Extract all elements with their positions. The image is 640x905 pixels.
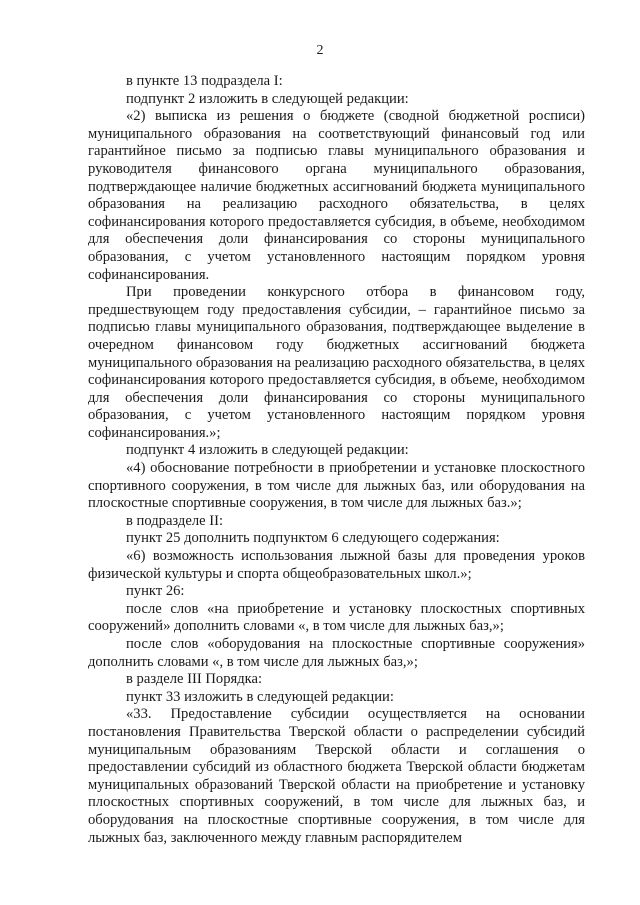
paragraph: При проведении конкурсного отбора в финансовом году, предшествующем году предоставления субсидии, – гарантийное письмо за подписью главы муниципального образования, подтверждающее выделение в очередном финансовом году бюджетных ассигнований бюджета муниципального образования на реализацию расходного обязательства, в целях софинансирования которого предоставляется субсидия, в объеме, необходимом для обеспечения доли финансирования со стороны муниципального образования, с учетом установленного настоящим порядком уровня софинансирования.»; (88, 284, 585, 441)
page-number: 2 (316, 43, 324, 58)
document-body (88, 73, 585, 847)
paragraph: в пункте 13 подраздела I: (126, 73, 283, 89)
paragraph: в разделе III Порядка: (126, 671, 263, 688)
paragraph: «4) обоснование потребности в приобретении и установке плоскостного спортивного сооружения, в том числе для лыжных баз, или оборудования на плоскостные спортивные сооружения, в том числе для лыжных баз.»; (88, 460, 585, 512)
paragraph: подпункт 4 изложить в следующей редакции: (126, 442, 409, 459)
paragraph: «6) возможность использования лыжной базы для проведения уроков физической культуры и спорта общеобразовательных школ.»; (88, 548, 585, 582)
paragraph: пункт 25 дополнить подпунктом 6 следующего содержания: (126, 530, 500, 547)
paragraph: пункт 33 изложить в следующей редакции: (126, 688, 394, 705)
paragraph: «2) выписка из решения о бюджете (сводной бюджетной росписи) муниципального образования на соответствующий финансовый год или гарантийное письмо за подписью главы муниципального образования и руководителя финансового органа муниципального образования, подтверждающее наличие бюджетных ассигнований бюджета муниципального образования на реализацию расходного обязательства, в целях софинансирования которого предоставляется субсидия, в объеме, необходимом для обеспечения доли финансирования со стороны муниципального образования, с учетом установленного настоящим порядком уровня софинансирования. (88, 108, 585, 283)
paragraph: после слов «на приобретение и установку плоскостных спортивных сооружений» дополнить словами «, в том числе для лыжных баз,»; (88, 600, 585, 635)
paragraph: подпункт 2 изложить в следующей редакции: (126, 90, 409, 107)
paragraph: пункт 26: (126, 583, 185, 600)
paragraph: в подразделе II: (126, 512, 224, 529)
paragraph: «33. Предоставление субсидии осуществляется на основании постановления Правительства Тверской области о распределении субсидий муниципальным образованиям Тверской области и соглашения о предоставлении субсидий из областного бюджета Тверской области бюджетам муниципальных образований Тверской области на приобретение и установку плоскостных спортивных сооружений, в том числе для лыжных баз, и оборудования на плоскостные спортивные сооружения, в том числе для лыжных баз, заключенного между главным распорядителем (88, 706, 585, 846)
paragraph: после слов «оборудования на плоскостные спортивные сооружения» дополнить словами «, в том числе для лыжных баз,»; (88, 636, 585, 670)
